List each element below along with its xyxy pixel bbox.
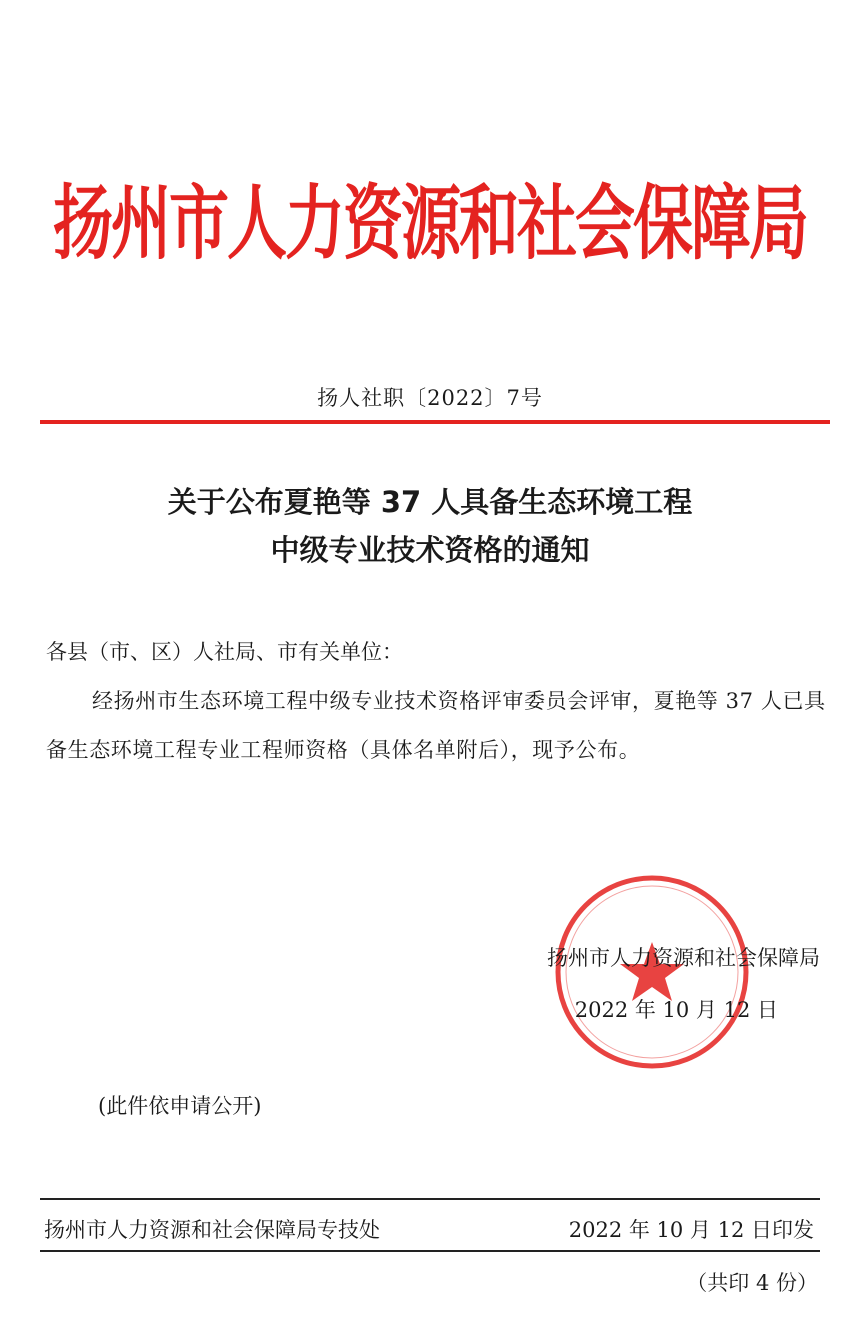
salutation: 各县（市、区）人社局、市有关单位： <box>46 640 403 664</box>
issue-date: 2022 年 10 月 12 日 <box>574 998 778 1022</box>
footer-bottom-rule <box>40 1250 820 1252</box>
notice-title-line-2: 中级专业技术资格的通知 <box>270 533 590 567</box>
footer-office: 扬州市人力资源和社会保障局专技处 <box>44 1218 380 1242</box>
footer-print-date: 2022 年 10 月 12 日印发 <box>568 1218 814 1242</box>
issuer-name: 扬州市人力资源和社会保障局 <box>547 946 820 970</box>
letterhead-title: 扬州市人力资源和社会保障局 <box>53 177 807 272</box>
notice-body <box>46 628 828 775</box>
notice-title-line-1: 关于公布夏艳等 37 人具备生态环境工程 <box>167 485 693 519</box>
red-divider <box>40 420 830 424</box>
footer-top-rule <box>40 1198 820 1200</box>
footer-row <box>44 1214 814 1244</box>
disclosure-note: (此件依申请公开) <box>98 1094 262 1118</box>
copies-count: （共印 4 份） <box>686 1271 818 1295</box>
notice-title <box>60 478 800 574</box>
document-number: 扬人社职〔2022〕7号 <box>317 386 543 410</box>
body-paragraph: 经扬州市生态环境工程中级专业技术资格评审委员会评审，夏艳等 37 人已具备生态环境工程专业工程师资格（具体名单附后），现予公布。 <box>46 689 826 762</box>
signature-block <box>547 932 820 1036</box>
